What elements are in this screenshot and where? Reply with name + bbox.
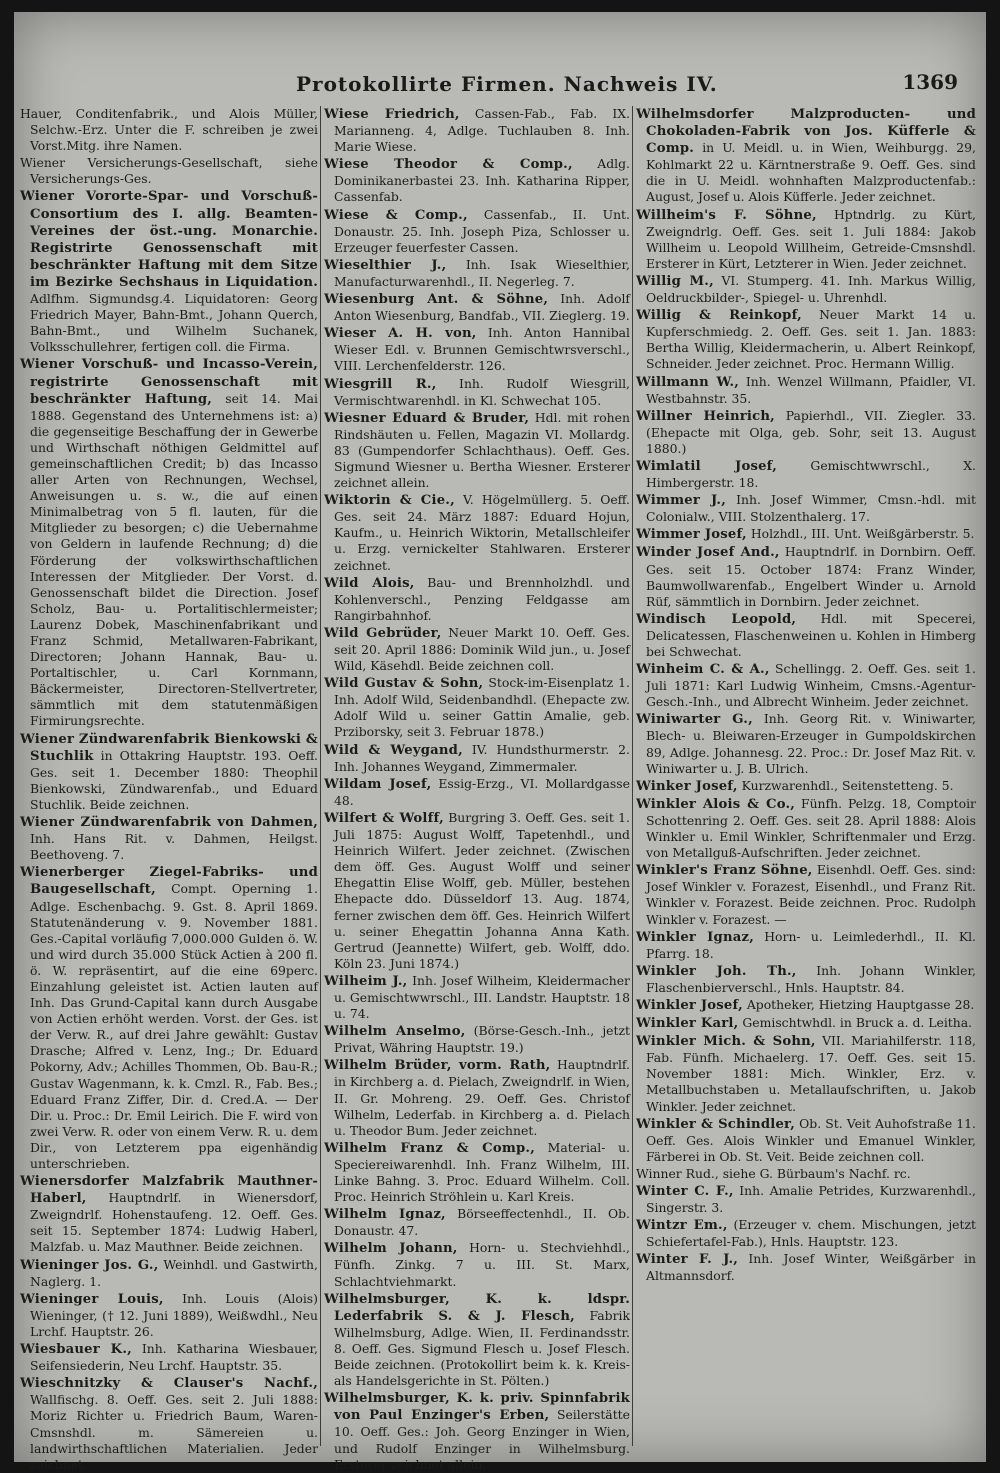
firm-details: Hdl. mit rohen Rindshäuten u. Fellen, Magazin VI. Mollardg. 83 (Gumpendorfer Schlachthaus). Oeff. Ges. Sigmund Wiesner u. Bertha Wiesner. Ersterer zeichnet allein. — [334, 409, 630, 491]
firm-details: Inh. Isak Wieselthier, Manufacturwarenhdl., II. Negerleg. 7. — [334, 256, 630, 289]
directory-page — [14, 12, 986, 1472]
firm-entry — [324, 291, 630, 324]
firm-details: Hauptndrlf. in Kirchberg a. d. Pielach, Zweigndrlf. in Wien, II. Gr. Mohreng. 29. Oeff. Ges. Christof Wilhelm, Lederfab. in Kirchberg a. d. Pielach u. Theodor Bum. Jeder zeichnet. — [334, 1057, 630, 1138]
firm-name: Wiener Vorschuß- und Incasso-Verein, registrirte Genossenschaft mit beschränkter Haftung, — [20, 357, 318, 407]
firm-entry — [324, 776, 630, 809]
firm-name: Wildam Josef, — [324, 776, 432, 792]
firm-entry — [636, 997, 976, 1014]
firm-entry — [636, 778, 976, 795]
firm-entry — [636, 929, 976, 962]
firm-details: Schellingg. 2. Oeff. Ges. seit 1. Juli 1871: Karl Ludwig Winheim, Cmsns.-Agentur-Gesch.-Inh., und Albrecht Winheim. Jeder zeichnet. — [646, 661, 976, 710]
firm-name: Wilheim J., — [324, 973, 408, 989]
firm-name: Winter F. J., — [636, 1252, 739, 1268]
firm-name: Wimmer J., — [636, 493, 726, 509]
firm-name: Windisch Leopold, — [636, 611, 797, 627]
firm-entry — [324, 492, 630, 573]
firm-entry — [636, 1015, 976, 1032]
firm-details: Gemischtwwrschl., X. Himbergerstr. 18. — [646, 457, 976, 491]
firm-entry — [20, 814, 318, 863]
firm-entry — [20, 1341, 318, 1374]
firm-name: Wimmer Josef, — [636, 527, 747, 543]
firm-name: Wilfert & Wolff, — [324, 810, 444, 826]
firm-name: Wiese Friedrich, — [324, 107, 460, 122]
firm-name: Willheim's F. Söhne, — [636, 207, 817, 223]
firm-entry — [20, 1375, 318, 1473]
firm-details: Börseeffectenhdl., II. Ob. Donaustr. 47. — [334, 1206, 630, 1239]
firm-entry — [636, 307, 976, 372]
firm-entry — [324, 156, 630, 205]
firm-name: Wieselthier J., — [324, 257, 447, 273]
firm-entry — [324, 1291, 630, 1390]
firm-name: Wiesgrill R., — [324, 376, 437, 392]
firm-details: Inh. Anton Hannibal Wieser Edl. v. Brunnen Gemischtwrsverschl., VIII. Lerchenfelderstr. 126. — [334, 325, 630, 374]
firm-entry — [636, 862, 976, 927]
firm-name: Winkler Karl, — [636, 1016, 739, 1032]
firm-name: Wieser A. H. von, — [324, 326, 477, 342]
firm-name: Wieninger Jos. G., — [20, 1257, 159, 1273]
firm-details: Inh. Wenzel Willmann, Pfaidler, VI. Westbahnstr. 35. — [646, 373, 976, 406]
firm-entry — [636, 273, 976, 306]
firm-details: VI. Stumperg. 41. Inh. Markus Willig, Oeldruckbilder-, Spiegel- u. Uhrenhdl. — [646, 272, 976, 306]
page-number: 1369 — [902, 70, 958, 94]
firm-entry — [20, 155, 318, 187]
firm-entry — [20, 188, 318, 355]
firm-name: Wilhelm Johann, — [324, 1241, 458, 1257]
firm-details: Adlfhm. Sigmundsg.4. Liquidatoren: Georg Friedrich Mayer, Bahn-Bmt., Johann Querch, Bahn-Bmt., und Wilhelm Suchanek, Volksschullehrer, fertigen coll. die Firma. — [30, 291, 318, 355]
firm-details: Wallfischg. 8. Oeff. Ges. seit 2. Juli 1888: Moriz Richter u. Friedrich Baum, Waren-Cmsnshdl. m. Sämereien u. landwirthschaftlichen Materialien. Jeder zeichnet. — [30, 1392, 318, 1472]
firm-entry — [20, 356, 318, 729]
firm-entry — [636, 1116, 976, 1165]
column-left — [20, 106, 318, 1472]
firm-entry — [324, 810, 630, 972]
firm-details: Hauptndrlf. in Dornbirn. Oeff. Ges. seit 15. October 1874: Franz Winder, Baumwollwarenfab., Engelbert Winder u. Arnold Rüf, sämmtlich in Dornbirn. Jeder zeichnet. — [646, 544, 976, 609]
firm-name: Wiktorin & Cie., — [324, 493, 455, 509]
firm-name: Wiesner Eduard & Bruder, — [324, 410, 530, 426]
firm-entry — [324, 376, 630, 409]
firm-details: (Erzeuger v. chem. Mischungen, jetzt Schiefertafel-Fab.), Hnls. Hauptstr. 123. — [646, 1217, 976, 1250]
firm-entry — [636, 1251, 976, 1284]
firm-details: Inh. Josef Wilheim, Kleidermacher u. Gemischtwwrschl., III. Landstr. Hauptstr. 18 u. 74. — [334, 972, 630, 1022]
firm-entry — [324, 625, 630, 674]
firm-name: Winkler Ignaz, — [636, 929, 754, 945]
firm-name: Winkler Josef, — [636, 997, 743, 1013]
firm-entry — [324, 410, 630, 491]
firm-name: Winker Josef, — [636, 778, 738, 794]
firm-name: Wieninger Louis, — [20, 1291, 164, 1307]
firm-entry — [324, 1023, 630, 1056]
firm-details: Inh. Amalie Petrides, Kurzwarenhdl., Singerstr. 3. — [646, 1183, 976, 1216]
firm-name: Wilhelm Ignaz, — [324, 1207, 446, 1223]
firm-name: Willig & Reinkopf, — [636, 308, 802, 324]
firm-details: IV. Hundsthurmerstr. 2. Inh. Johannes Weygand, Zimmermaler. — [334, 741, 630, 774]
firm-details: Wiener Versicherungs-Gesellschaft, siehe Versicherungs-Ges. — [20, 155, 318, 187]
firm-name: Wild & Weygand, — [324, 742, 463, 758]
firm-details: Fünfh. Pelzg. 18, Comptoir Schottenring 2. Oeff. Ges. seit 28. April 1888: Alois Winkler u. Emil Winkler, Schriftenmaler und Erzg. von Metallguß-Aufschriften. Jeder zeichnet. — [646, 795, 976, 861]
firm-name: Winkler Joh. Th., — [636, 963, 797, 979]
firm-name: Wienersdorfer Malzfabrik Mauthner-Haberl, — [20, 1174, 318, 1207]
column-middle — [324, 106, 630, 1472]
firm-entry — [324, 1390, 630, 1472]
firm-details: Essig-Erzg., VI. Mollardgasse 48. — [334, 775, 630, 808]
firm-entry — [20, 1257, 318, 1290]
firm-name: Wiese & Comp., — [324, 207, 468, 223]
firm-details: Fabrik Wilhelmsburg, Adlge. Wien, II. Ferdinandsstr. 8. Oeff. Ges. Sigmund Flesch u. Josef Flesch. Beide zeichnen. (Protokollirt beim k. k. Kreis- als Handelsgerichte in St. Pölten.) — [334, 1307, 630, 1389]
firm-name: Winheim C. & A., — [636, 662, 770, 678]
firm-name: Willner Heinrich, — [636, 408, 775, 424]
firm-entry — [324, 575, 630, 624]
firm-name: Wilhelm Anselmo, — [324, 1024, 466, 1040]
firm-entry — [324, 1240, 630, 1289]
firm-entry — [636, 106, 976, 206]
firm-details: Winner Rud., siehe G. Bürbaum's Nachf. rc. — [636, 1165, 911, 1181]
firm-details: Horn- u. Leimlederhdl., II. Kl. Pfarrg. 18. — [646, 928, 976, 961]
firm-entry — [636, 458, 976, 491]
firm-details: Inh. Georg Rit. v. Winiwarter, Blech- u. Bleiwaren-Erzeuger in Gumpoldskirchen 89, Adlge. Johannesg. 22. Proc.: Dr. Josef Maz Rit. v. Winiwarter u. J. B. Ulrich. — [646, 711, 976, 776]
running-title: Protokollirte Firmen. Nachweis IV. — [296, 72, 718, 96]
firm-name: Wienerberger Ziegel-Fabriks- und Baugesellschaft, — [20, 865, 318, 898]
firm-details: Stock-im-Eisenplatz 1. Inh. Adolf Wild, Seidenbandhdl. (Ehepacte zw. Adolf Wild u. seiner Gattin Amalie, geb. Prziborsky, seit 3. Februar 1878.) — [334, 675, 630, 740]
firm-entry — [324, 675, 630, 740]
firm-name: Winkler Mich. & Sohn, — [636, 1034, 816, 1050]
firm-entry — [20, 106, 318, 154]
firm-details: Inh. Hans Rit. v. Dahmen, Heilgst. Beethoveng. 7. — [30, 831, 318, 863]
firm-entry — [20, 1291, 318, 1340]
firm-name: Wilhelmsburger, K. k. priv. Spinnfabrik von Paul Enzinger's Erben, — [324, 1391, 630, 1424]
firm-name: Wilhelmsburger, K. k. ldspr. Lederfabrik S. & J. Flesch, — [324, 1291, 630, 1324]
firm-name: Wieschnitzky & Clauser's Nachf., — [20, 1376, 318, 1392]
firm-details: Hauer, Conditenfabrik., und Alois Müller, Selchw.-Erz. Unter die F. schreiben je zwei Vorst.Mitg. ihre Namen. — [20, 106, 318, 154]
firm-entry — [324, 106, 630, 155]
firm-details: Eisenhdl. Oeff. Ges. sind: Josef Winkler v. Forazest, Eisenhdl., und Franz Rit. Winkler v. Forazest. Beide zeichnen. Proc. Rudolph Winkler v. Forazest. — — [646, 862, 976, 927]
firm-details: Kurzwarenhdl., Seitenstetteng. 5. — [741, 777, 954, 793]
firm-details: Hauptndrlf. in Wienersdorf, Zweigndrlf. Hohenstaufeng. 12. Oeff. Ges. seit 15. September 1874: Ludwig Haberl, Malzfab. u. Maz Mauthner. Beide zeichnen. — [30, 1190, 318, 1255]
firm-entry — [324, 742, 630, 775]
firm-name: Willmann W., — [636, 374, 740, 390]
firm-name: Wiesbauer K., — [20, 1342, 132, 1358]
firm-entry — [636, 711, 976, 776]
page-header — [14, 64, 986, 104]
firm-name: Wiener Vororte-Spar- und Vorschuß-Consortium des I. allg. Beamten-Vereines der öst.-ung. Monarchie. Registrirte Genossenschaft mit beschränkter Haftung mit dem Sitze im Bezirke Sechshaus in Liquidation. — [20, 189, 318, 290]
firm-entry — [636, 796, 976, 861]
firm-name: Wiese Theodor & Comp., — [324, 157, 573, 173]
firm-entry — [20, 731, 318, 813]
firm-name: Wild Gustav & Sohn, — [324, 676, 484, 692]
firm-name: Willig M., — [636, 273, 714, 289]
column-right — [636, 106, 976, 1446]
firm-name: Wilhelmsdorfer Malzproducten- und Chokoladen-Fabrik von Jos. Küfferle & Comp. — [636, 107, 976, 157]
firm-name: Winiwarter G., — [636, 712, 753, 728]
firm-name: Wiener Zündwarenfabrik von Dahmen, — [20, 815, 318, 831]
column-divider — [320, 106, 321, 1446]
firm-entry — [324, 973, 630, 1022]
firm-details: Bau- und Brennholzhdl. und Kohlenverschl., Penzing Feldgasse am Rangirbahnhof. — [334, 574, 630, 623]
firm-details: V. Högelmüllerg. 5. Oeff. Ges. seit 24. März 1887: Eduard Hojun, Kaufm., u. Heinrich Wiktorin, Metallschleifer u. Erzg. vernickelter Stahlwaren. Ersterer zeichnet. — [334, 492, 630, 573]
firm-details: Papierhdl., VII. Ziegler. 33. (Ehepacte mit Olga, geb. Sohr, seit 13. August 1880.) — [646, 407, 977, 456]
firm-details: Inh. Louis (Alois) Wieninger, († 12. Juni 1889), Weißwdhl., Neu Lrchf. Hauptstr. 26. — [30, 1290, 318, 1339]
firm-entry — [636, 661, 976, 710]
firm-name: Winter C. F., — [636, 1184, 734, 1199]
firm-entry — [636, 1217, 976, 1250]
firm-name: Wild Alois, — [324, 575, 415, 591]
firm-name: Wild Gebrüder, — [324, 625, 442, 641]
firm-entry — [636, 1033, 976, 1114]
firm-details: Burgring 3. Oeff. Ges. seit 1. Juli 1875: August Wolff, Tapetenhdl., und Heinrich Wilfert. Jeder zeichnet. (Zwischen dem öff. Ges. August Wolff und seiner Ehegattin Elise Wolff, geb. Müller, bestehen Ehepacte ddo. Düsseldorf 13. Aug. 1874, ferner zwischen dem öff. Ges. Heinrich Wilfert u. seiner Ehegattin Johanna Anna Kath. Gertrud (Jeannette) Wilfert, geb. Wolff, ddo. Köln 23. Juni 1874.) — [334, 809, 630, 971]
firm-details: Cassen-Fab., Fab. IX. Marianneng. 4, Adlge. Tuchlauben 8. Inh. Marie Wiese. — [334, 106, 630, 155]
firm-details: Inh. Rudolf Wiesgrill, Vermischtwarenhdl. in Kl. Schwechat 105. — [334, 375, 630, 408]
firm-details: Hdl. mit Specerei, Delicatessen, Flaschenweinen u. Kohlen in Himberg bei Schwechat. — [646, 610, 976, 659]
firm-entry — [324, 1140, 630, 1205]
firm-details: Weinhdl. und Gastwirth, Naglerg. 1. — [30, 1256, 318, 1289]
firm-details: Inh. Josef Wimmer, Cmsn.-hdl. mit Colonialw., VIII. Stolzenthalerg. 17. — [646, 492, 976, 525]
firm-details: Inh. Katharina Wiesbauer, Seifensiederin, Neu Lrchf. Hauptstr. 35. — [30, 1341, 318, 1374]
firm-name: Wimlatil Josef, — [636, 458, 778, 474]
firm-details: Cassenfab., II. Unt. Donaustr. 25. Inh. Joseph Piza, Schlosser u. Erzeuger feuerfester Cassen. — [334, 206, 630, 255]
firm-details: Compt. Operning 1. Adlge. Eschenbachg. 9. Gst. 8. April 1869. Statutenänderung v. 9. November 1881. Ges.-Capital vorläufig 7,000.000 Gulden ö. W. und wird durch 35.000 Stück Actien à 200 fl. ö. W. repräsentirt, auf die eine 69perc. Einzahlung geleistet ist. Actien lauten auf Inh. Das Grund-Capital kann durch Ausgabe von Actien erhöht werden. Vorst. der Ges. ist der Verw. R., auf drei Jahre gewählt: Gustav Drasche; Alfred v. Lenz, Ing.; Dr. Eduard Pokorny, Adv.; Achilles Thommen, Ob. Bau-R.; Gustav Wagenmann, k. k. Cmzl. R., Fab. Bes.; Eduard Franz Ziffer, Dir. d. Cred.A. — Der Dir. u. Proc.: Dr. Emil Leirich. Die F. wird von zwei Verw. R. oder von einem Verw. R. u. dem Dir., von Letzterem ppa eigenhändig unterschrieben. — [30, 881, 318, 1171]
firm-entry — [636, 207, 976, 272]
firm-name: Wintzr Em., — [636, 1218, 728, 1234]
firm-entry — [636, 611, 976, 660]
firm-details: in Ottakring Hauptstr. 193. Oeff. Ges. seit 1. December 1880: Theophil Bienkowski, Zündwarenfab., und Eduard Stuchlik. Beide zeichnen. — [30, 747, 318, 812]
firm-entry — [324, 207, 630, 256]
firm-entry — [324, 1206, 630, 1239]
firm-name: Winder Josef And., — [636, 545, 780, 561]
firm-details: Inh. Josef Winter, Weißgärber in Altmannsdorf. — [646, 1251, 976, 1284]
firm-name: Wiener Zündwarenfabrik Bienkowski & Stuchlik — [20, 731, 318, 764]
firm-entry — [636, 1183, 976, 1216]
firm-details: Seilerstätte 10. Oeff. Ges.: Joh. Georg Enzinger in Wien, und Rudolf Enzinger in Wilhelmsburg. Ersterer zeichnet allein. — [334, 1407, 630, 1472]
firm-name: Wilhelm Brüder, vorm. Rath, — [324, 1058, 551, 1074]
firm-details: Inh. Johann Winkler, Flaschenbierverschl., Hnls. Hauptstr. 84. — [646, 962, 976, 995]
firm-details: Horn- u. Stechviehhdl., Fünfh. Zinkg. 7 u. III. St. Marx, Schlachtviehmarkt. — [334, 1240, 630, 1289]
firm-details: Material- u. Speciereiwarenhdl. Inh. Franz Wilhelm, III. Linke Bahng. 3. Proc. Eduard Wilhelm. Coll. Proc. Heinrich Ströhlein u. Karl Kreis. — [334, 1139, 630, 1205]
firm-entry — [20, 1173, 318, 1255]
firm-entry — [636, 963, 976, 996]
firm-entry — [636, 408, 976, 457]
firm-details: Inh. Adolf Anton Wiesenburg, Bandfab., VII. Zieglerg. 19. — [334, 291, 630, 324]
firm-entry — [636, 374, 976, 407]
firm-entry — [324, 325, 630, 374]
firm-details: Hptndrlg. zu Kürt, Zweigndrlg. Oeff. Ges. seit 1. Juli 1884: Jakob Willheim u. Leopold Willheim, Getreide-Cmsnshdl. Ersterer in Kürt, Letzterer in Wien. Jeder zeichnet. — [646, 206, 976, 271]
firm-details: VII. Mariahilferstr. 118, Fab. Fünfh. Michaelerg. 17. Oeff. Ges. seit 15. November 1881: Mich. Winkler, Erz. v. Metallbuchstaben u. Metallaufschriften, u. Jakob Winkler. Jeder zeichnet. — [646, 1033, 976, 1114]
firm-entry — [324, 1057, 630, 1138]
firm-entry — [324, 257, 630, 290]
text-columns — [14, 106, 986, 1472]
firm-name: Wiesenburg Ant. & Söhne, — [324, 292, 549, 308]
firm-details: Ob. St. Veit Auhofstraße 11. Oeff. Ges. Alois Winkler und Emanuel Winkler, Färberei in Ob. St. Veit. Beide zeichnen coll. — [646, 1115, 976, 1164]
firm-name: Winkler's Franz Söhne, — [636, 863, 813, 879]
firm-entry — [636, 492, 976, 525]
firm-entry — [20, 864, 318, 1172]
firm-name: Wilhelm Franz & Comp., — [324, 1140, 536, 1156]
firm-entry — [636, 1166, 976, 1182]
firm-name: Winkler Alois & Co., — [636, 796, 796, 812]
firm-name: Winkler & Schindler, — [636, 1116, 796, 1132]
firm-details: Neuer Markt 14 u. Kupferschmiedg. 2. Oeff. Ges. seit 1. Jan. 1883: Bertha Willig, Kleidermacherin, u. Albert Reinkopf, Schneider. Jeder zeichnet. Proc. Hermann Willig. — [646, 307, 976, 372]
firm-entry — [636, 526, 976, 543]
firm-details: (Börse-Gesch.-Inh., jetzt Privat, Währing Hauptstr. 19.) — [334, 1023, 630, 1056]
firm-details: Apotheker, Hietzing Hauptgasse 28. — [746, 996, 975, 1012]
column-divider — [632, 106, 633, 1446]
firm-details: Adlg. Dominikanerbastei 23. Inh. Katharina Ripper, Cassenfab. — [334, 156, 630, 205]
firm-details: Gemischtwhdl. in Bruck a. d. Leitha. — [742, 1015, 973, 1031]
firm-details: Neuer Markt 10. Oeff. Ges. seit 20. April 1886: Dominik Wild jun., u. Josef Wild, Käsehdl. Beide zeichnen coll. — [334, 624, 630, 674]
firm-details: seit 14. Mai 1888. Gegenstand des Unternehmens ist: a) die gegenseitige Beschaffung der in Gewerbe und Wirthschaft nöthigen Geldmittel auf gemeinschaftlichen Credit; b) das Incasso aller Arten von Rechnungen, Wechsel, Anweisungen u. s. w., die auf einen Minimalbetrag von 5 fl. lauten, für die Mitglieder zu besorgen; c) die Uebernahme von Geldern in laufende Rechnung; d) die Förderung der volkswirthschaftlichen Interessen der Mitglieder. Der Vorst. d. Genossenschaft bildet die Direction. Josef Scholz, Bau- u. Portalitischlermeister; Laurenz Dobek, Maschinenfabrikant und Franz Schmid, Metallwaren-Fabrikant, Directoren; Johann Hannak, Bau- u. Portaltischler, u. Carl Kornmann, Bäckermeister, Directoren-Stellvertreter, sämmtlich mit dem statutenmäßigen Firmirungsrechte. — [30, 390, 318, 729]
firm-details: Holzhdl., III. Unt. Weißgärberstr. 5. — [750, 526, 975, 542]
firm-entry — [636, 544, 976, 609]
firm-details: in U. Meidl. u. in Wien, Weihburgg. 29, Kohlmarkt 22 u. Kärntnerstraße 9. Oeff. Ges. sind die in U. Meidl. wohnhaften Malzproductenfab.: August, Josef u. Alois Küfferle. Jeder zeichnet. — [646, 140, 976, 205]
